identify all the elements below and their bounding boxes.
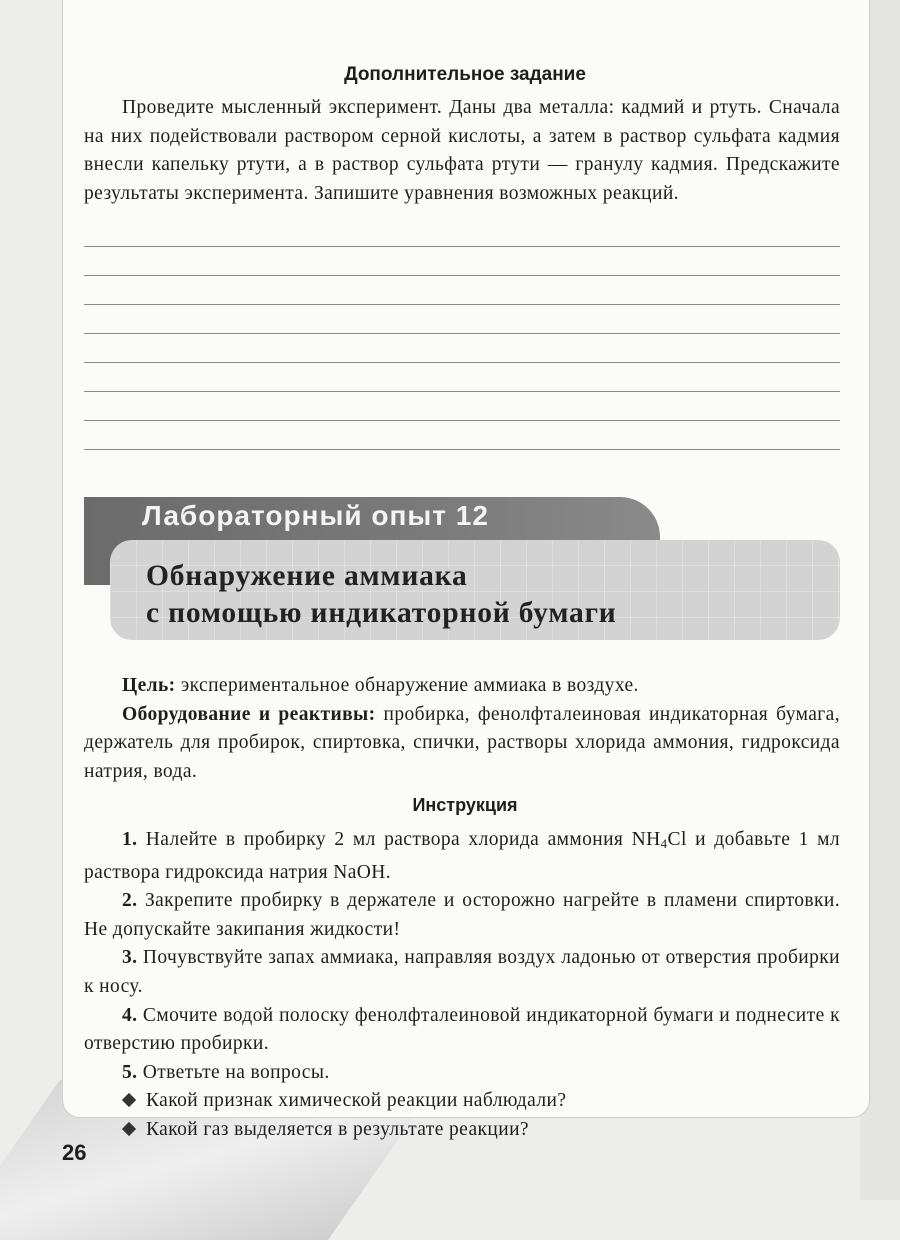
instruction-step-5: 5. Ответьте на вопросы. bbox=[122, 1061, 330, 1083]
equipment-text: пробирка, фенолфталеиновая индикаторная бумага, держатель для пробирок, спиртовка, спички, растворы хлорида аммония, гидроксида натрия, вода. bbox=[84, 703, 840, 782]
question-2: Какой газ выделяется в результате реакции? bbox=[84, 1116, 840, 1145]
instruction-step-4: 4. Смочите водой полоску фенолфталеиновой индикаторной бумаги и поднесите к отверстию пробирки. bbox=[84, 1004, 840, 1055]
answer-line[interactable] bbox=[84, 246, 840, 247]
extra-task-text: Проведите мысленный эксперимент. Даны два металла: кадмий и ртуть. Сначала на них подействовали раствором серной кислоты, а затем в раствор сульфата кадмия внесли капельку ртути, а в раствор сульфата ртути — гранулу кадмия. Предскажите результаты эксперимента. Запишите уравнения возможных реакций. bbox=[84, 97, 840, 204]
instruction-heading: Инструкция bbox=[412, 795, 518, 815]
goal-label: Цель: bbox=[122, 675, 176, 696]
lab-topic-line1: Обнаружение аммиака bbox=[146, 560, 468, 592]
equipment-label: Оборудование и реактивы: bbox=[122, 703, 376, 725]
instruction-step-1: 1. Налейте в пробирку 2 мл раствора хлорида аммония $NH_4Cl$ и добавьте 1 мл раствора гидроксида натрия NaOH. bbox=[84, 829, 840, 883]
lab-topic-line2: с помощью индикаторной бумаги bbox=[146, 597, 617, 629]
question-1: Какой признак химической реакции наблюдали? bbox=[84, 1087, 840, 1116]
extra-task-heading: Дополнительное задание bbox=[344, 64, 586, 85]
answer-line[interactable] bbox=[84, 304, 840, 305]
lab-topic-title bbox=[146, 558, 617, 632]
answer-line[interactable] bbox=[84, 391, 840, 392]
instruction-step-2: 2. Закрепите пробирку в держателе и осторожно нагрейте в пламени спиртовки. Не допускайте закипания жидкости! bbox=[84, 890, 840, 940]
answer-line[interactable] bbox=[84, 275, 840, 276]
goal-text: экспериментальное обнаружение аммиака в воздухе. bbox=[175, 675, 639, 696]
goal-block bbox=[84, 672, 840, 786]
instruction-step-3: 3. Почувствуйте запах аммиака, направляя воздух ладонью от отверстия пробирки к носу. bbox=[84, 947, 840, 997]
instruction-steps bbox=[84, 826, 840, 1145]
page-number: 26 bbox=[62, 1140, 87, 1165]
diamond-bullet-icon bbox=[122, 1122, 136, 1136]
lab-title: Лабораторный опыт 12 bbox=[142, 500, 489, 531]
answer-line[interactable] bbox=[84, 420, 840, 421]
answer-line[interactable] bbox=[84, 362, 840, 363]
diamond-bullet-icon bbox=[122, 1093, 136, 1107]
answer-line[interactable] bbox=[84, 333, 840, 334]
answer-line[interactable] bbox=[84, 449, 840, 450]
